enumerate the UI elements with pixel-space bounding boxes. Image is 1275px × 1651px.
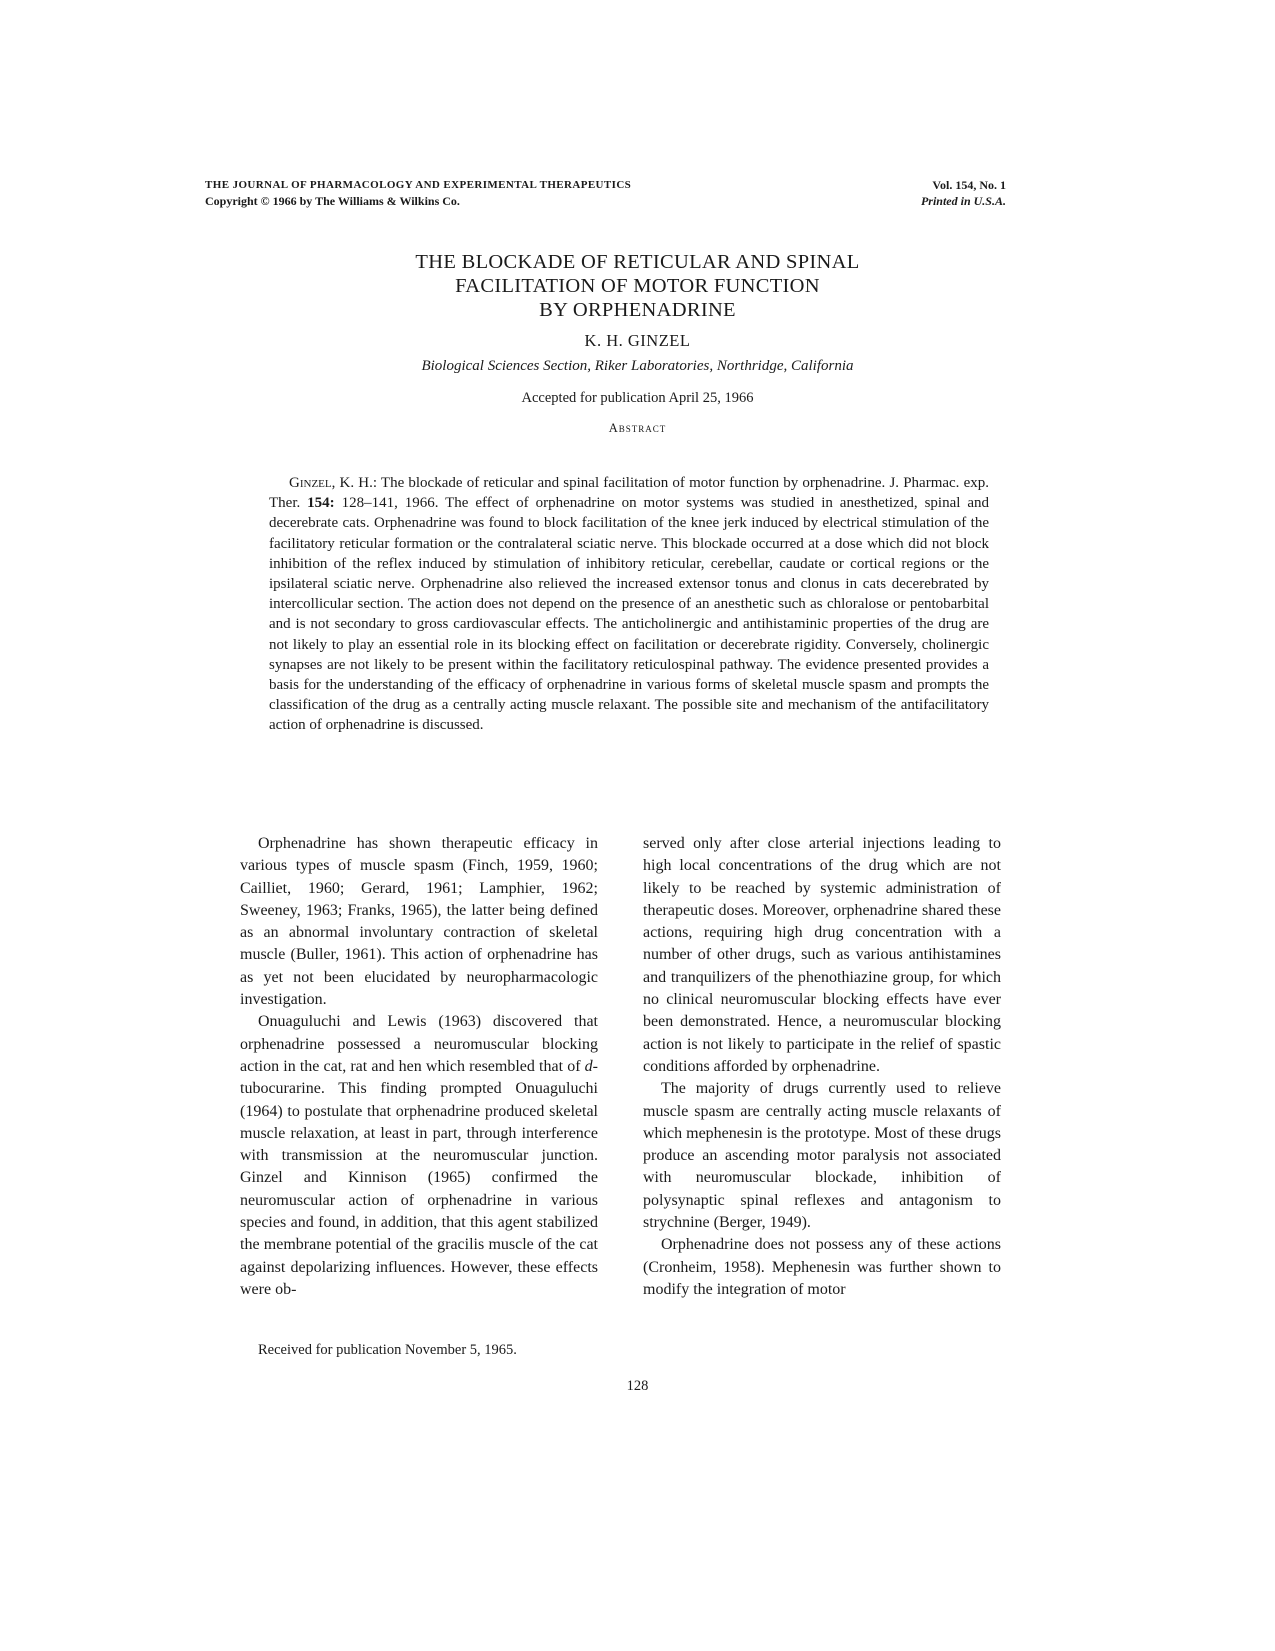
journal-name: THE JOURNAL OF PHARMACOLOGY AND EXPERIMENTAL THERAPEUTICS — [205, 179, 632, 191]
body-column-left — [240, 833, 598, 1301]
title-block — [0, 250, 1275, 436]
volume-issue: Vol. 154, No. 1 — [932, 178, 1006, 192]
printed-location: Printed in U.S.A. — [920, 194, 1006, 208]
abstract-body: 128–141, 1966. The effect of orphenadrine on motor systems was studied in anesthetized, spinal and decerebrate cats. Orphenadrine was found to block facilitation of the knee jerk induced by electrical stimulation of the facilitatory reticular formation or the contralateral sciatic nerve. This blockade occurred at a dose which did not block inhibition of the reflex induced by stimulation of inhibitory reticular, cerebellar, caudate or cortical regions or the ipsilateral sciatic nerve. Orphenadrine also relieved the increased extensor tonus and clonus in cats decerebrated by intercollicular section. The action does not depend on the presence of an anesthetic such as chloralose or pentobarbital and is not secondary to gross cardiovascular effects. The anticholinergic and antihistaminic properties of the drug are not likely to play an essential role in its blocking effect on facilitation or decerebrate rigidity. Conversely, cholinergic synapses are not likely to be present within the facilitatory reticulospinal pathway. The evidence presented provides a basis for the understanding of the efficacy of orphenadrine in various forms of skeletal muscle spasm and prompts the classification of the drug as a centrally acting muscle relaxant. The possible site and mechanism of the antifacilitatory action of orphenadrine is discussed. — [269, 495, 989, 734]
paragraph: Orphenadrine has shown therapeutic efficacy in various types of muscle spasm (Finch, 1959, 1960; Cailliet, 1960; Gerard, 1961; Lamphier, 1962; Sweeney, 1963; Franks, 1965), the latter being defined as an abnormal involuntary contraction of skeletal muscle (Buller, 1961). This action of orphenadrine has as yet not been elucidated by neuropharmacologic investigation. — [240, 835, 598, 1009]
accepted-date: Accepted for publication April 25, 1966 — [521, 390, 754, 406]
title-line: THE BLOCKADE OF RETICULAR AND SPINAL — [415, 251, 860, 273]
paragraph: The majority of drugs currently used to relieve muscle spasm are centrally acting muscle relaxants of which mephenesin is the prototype. Most of these drugs produce an ascending motor paralysis not associated with neuromuscular blockade, inhibition of polysynaptic spinal reflexes and antagonism to strychnine (Berger, 1949). — [643, 1080, 1001, 1232]
paragraph: Orphenadrine does not possess any of these actions (Cronheim, 1958). Mephenesin was further shown to modify the integration of motor — [643, 1236, 1001, 1298]
author-name: K. H. GINZEL — [584, 331, 691, 350]
received-footnote: Received for publication November 5, 1965. — [258, 1342, 517, 1358]
running-header-right — [921, 177, 1006, 209]
author-affiliation: Biological Sciences Section, Riker Laboratories, Northridge, California — [421, 358, 854, 374]
article-title — [0, 250, 1275, 322]
paragraph-text: Onuaguluchi and Lewis (1963) discovered that orphenadrine possessed a neuromuscular blocking action in the cat, rat and hen which resembled that of — [240, 1013, 598, 1075]
abstract-author: Ginzel, K. H.: — [289, 475, 378, 491]
abstract-heading: Abstract — [608, 421, 667, 435]
paragraph-text: -tubocurarine. This finding prompted Onuaguluchi (1964) to postulate that orphenadrine produced skeletal muscle relaxation, at least in part, through interference with transmission at the neuromuscular junction. Ginzel and Kinnison (1965) confirmed the neuromuscular action of orphenadrine in various species and found, in addition, that this agent stabilized the membrane potential of the gracilis muscle of the cat against depolarizing influences. However, these effects were ob- — [240, 1057, 598, 1298]
paragraph: served only after close arterial injections leading to high local concentrations of the drug which are not likely to be reached by systemic administration of therapeutic doses. Moreover, orphenadrine shared these actions, requiring high drug concentration with a number of other drugs, such as various antihistamines and tranquilizers of the phenothiazine group, for which no clinical neuromuscular blocking effects have ever been demonstrated. Hence, a neuromuscular blocking action is not likely to participate in the relief of spastic conditions afforded by orphenadrine. — [643, 835, 1001, 1075]
abstract-volume: 154: — [307, 495, 335, 512]
title-line: BY ORPHENADRINE — [539, 299, 736, 321]
page-number: 128 — [626, 1378, 649, 1394]
abstract-citation: The blockade of reticular and spinal facilitation of motor function by orphenadrine. J. Pharmac. exp. Ther. — [269, 475, 989, 512]
paragraph — [240, 1011, 598, 1301]
italic-prefix: d — [584, 1057, 593, 1075]
running-header-left — [205, 177, 631, 209]
copyright-line: Copyright © 1966 by The Williams & Wilkins Co. — [205, 194, 460, 208]
title-line: FACILITATION OF MOTOR FUNCTION — [455, 275, 820, 297]
abstract-text — [269, 473, 989, 736]
body-column-right — [643, 833, 1001, 1301]
